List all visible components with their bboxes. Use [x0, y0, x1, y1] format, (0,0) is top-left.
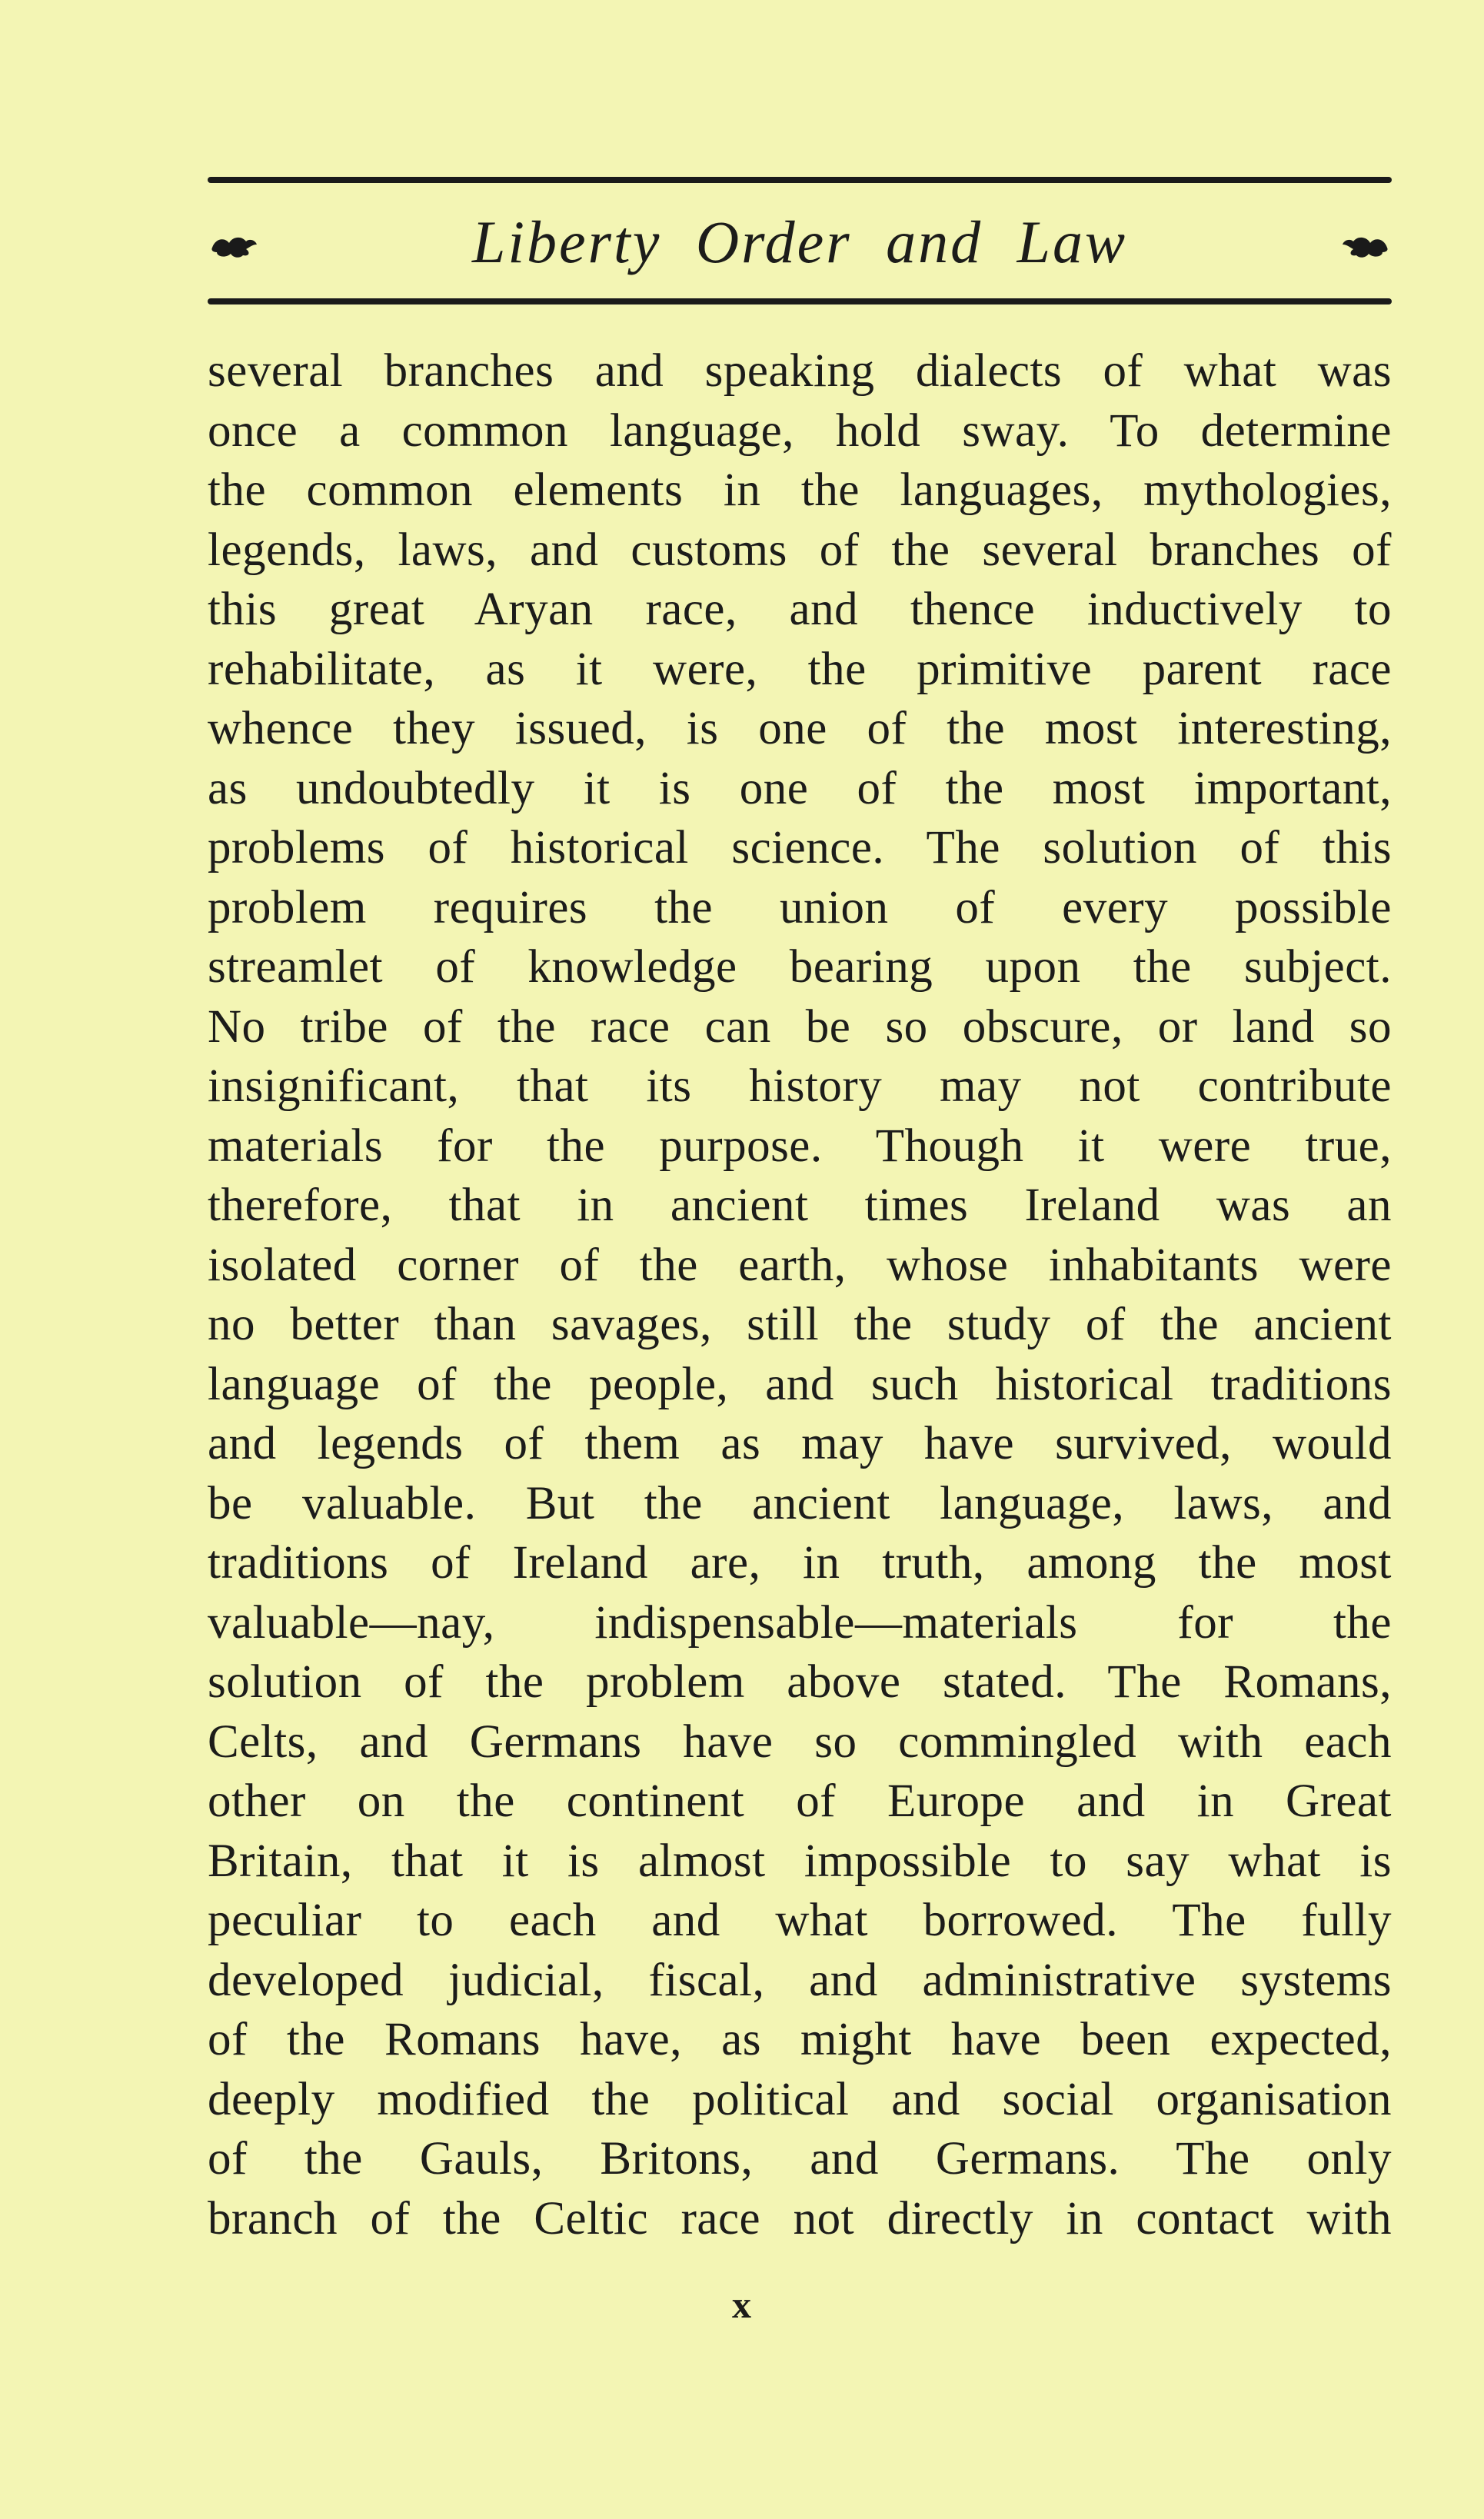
header-rule-bottom — [208, 298, 1392, 304]
text-line: branch of the Celtic race not directly in contact with — [208, 2192, 1392, 2244]
text-line: of the Romans have, as might have been expected, — [208, 2014, 1392, 2065]
text-line: isolated corner of the earth, whose inhabitants were — [208, 1239, 1392, 1291]
text-line: once a common language, hold sway. To determine — [208, 404, 1392, 457]
text-line: therefore, that in ancient times Ireland was an — [208, 1180, 1392, 1231]
text-line: other on the continent of Europe and in Great — [208, 1775, 1392, 1827]
text-line: rehabilitate, as it were, the primitive parent race — [208, 643, 1392, 695]
text-line: this great Aryan race, and thence inductively to — [208, 584, 1392, 635]
text-line: no better than savages, still the study of the ancient — [208, 1299, 1392, 1350]
text-line: whence they issued, is one of the most interesting, — [208, 703, 1392, 754]
text-line: No tribe of the race can be so obscure, or land so — [208, 1000, 1392, 1053]
text-line: of the Gauls, Britons, and Germans. The only — [208, 2133, 1392, 2185]
text-line: Britain, that it is almost impossible to say what is — [208, 1835, 1392, 1887]
text-line: be valuable. But the ancient language, laws, and — [208, 1477, 1392, 1529]
text-line: developed judicial, fiscal, and administrative systems — [208, 1954, 1392, 2006]
text-line: Celts, and Germans have so commingled with each — [208, 1715, 1392, 1768]
text-line: deeply modified the political and social organisation — [208, 2073, 1392, 2125]
running-header — [208, 191, 1392, 298]
text-line: solution of the problem above stated. The Romans, — [208, 1656, 1392, 1708]
text-line: problems of historical science. The solution of this — [208, 822, 1392, 873]
body-text — [208, 341, 1392, 2248]
text-line: and legends of them as may have survived, would — [208, 1418, 1392, 1469]
text-line: peculiar to each and what borrowed. The fully — [208, 1895, 1392, 1946]
header-rule-top — [208, 177, 1392, 183]
text-line: problem requires the union of every possible — [208, 881, 1392, 933]
text-line: as undoubtedly it is one of the most important, — [208, 762, 1392, 814]
text-line: legends, laws, and customs of the several branches of — [208, 524, 1392, 576]
page — [208, 177, 1392, 2248]
text-line: materials for the purpose. Though it were true, — [208, 1120, 1392, 1172]
text-line: language of the people, and such historical traditions — [208, 1358, 1392, 1410]
running-title: Liberty Order and Law — [472, 208, 1127, 275]
text-line: streamlet of knowledge bearing upon the subject. — [208, 941, 1392, 993]
page-number: x — [732, 2283, 752, 2326]
leaf-ornament-icon — [1338, 231, 1392, 261]
text-line: the common elements in the languages, mythologies, — [208, 464, 1392, 516]
text-line: insignificant, that its history may not contribute — [208, 1060, 1392, 1112]
text-line: traditions of Ireland are, in truth, among the most — [208, 1537, 1392, 1589]
text-line: several branches and speaking dialects of what was — [208, 345, 1392, 397]
text-line: valuable—nay, indispensable—materials for the — [208, 1596, 1392, 1649]
